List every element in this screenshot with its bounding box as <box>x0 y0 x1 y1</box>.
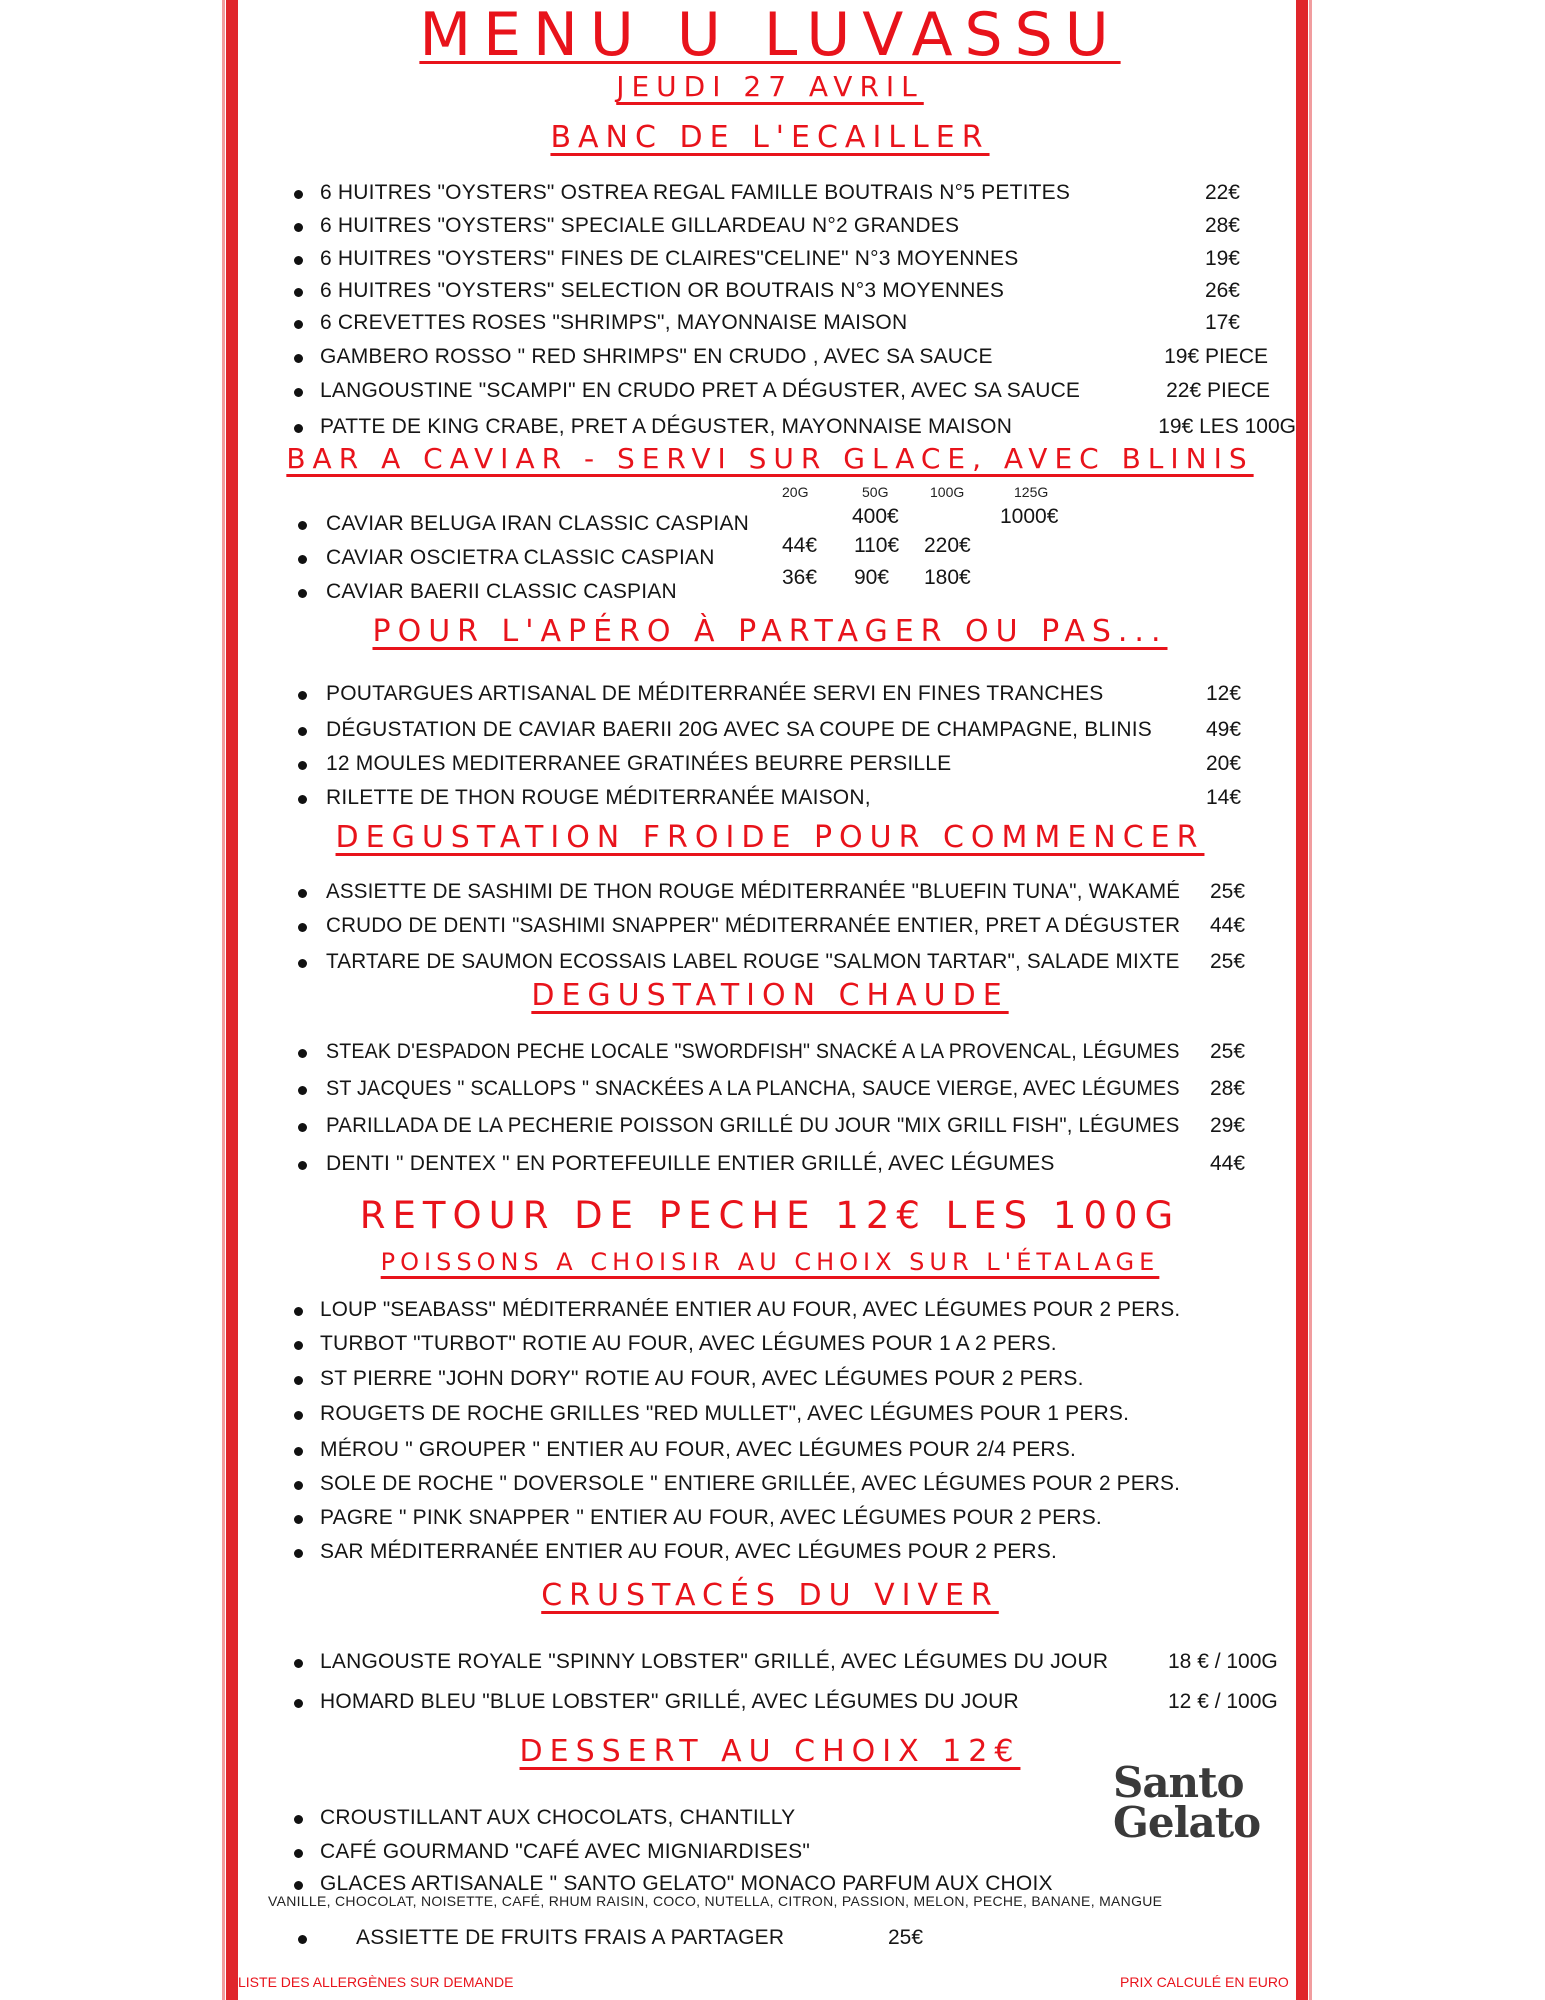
peche-item-name: ST PIERRE "JOHN DORY" ROTIE AU FOUR, AVEC LÉGUMES POUR 2 PERS. <box>320 1367 1084 1390</box>
apero-item-name: 12 MOULES MEDITERRANEE GRATINÉES BEURRE PERSILLE <box>326 752 952 775</box>
ecailler-item-price: 19€ PIECE <box>1164 345 1268 368</box>
bullet <box>298 761 307 770</box>
left-red-border <box>226 0 238 2000</box>
bullet <box>298 923 307 932</box>
caviar-item-name: CAVIAR BAERII CLASSIC CASPIAN <box>326 580 677 603</box>
froide-item-price: 25€ <box>1210 880 1246 903</box>
section-title-dessert: DESSERT AU CHOIX 12€ <box>519 1734 1021 1769</box>
apero-item-name: RILETTE DE THON ROUGE MÉDITERRANÉE MAISON, <box>326 786 871 809</box>
chaude-item-name: DENTI " DENTEX " EN PORTEFEUILLE ENTIER GRILLÉ, AVEC LÉGUMES <box>326 1152 1055 1175</box>
peche-item-name: LOUP "SEABASS" MÉDITERRANÉE ENTIER AU FOUR, AVEC LÉGUMES POUR 2 PERS. <box>320 1298 1181 1321</box>
bullet <box>294 223 303 232</box>
chaude-item-name: STEAK D'ESPADON PECHE LOCALE "SWORDFISH" SNACKÉ A LA PROVENCAL, LÉGUMES <box>326 1040 1180 1063</box>
caviar-beluga-50g: 400€ <box>852 505 899 528</box>
caviar-oscietra-50g: 110€ <box>854 534 900 557</box>
bullet <box>294 388 303 397</box>
ice-cream-flavors: VANILLE, CHOCOLAT, NOISETTE, CAFÉ, RHUM RAISIN, COCO, NUTELLA, CITRON, PASSION, MELON, PECHE, BANANE, MANGUE <box>268 1893 1163 1909</box>
caviar-baerii-50g: 90€ <box>854 566 890 589</box>
caviar-item-name: CAVIAR BELUGA IRAN CLASSIC CASPIAN <box>326 512 750 535</box>
bullet <box>298 1123 307 1132</box>
apero-item-price: 12€ <box>1206 682 1242 705</box>
bullet <box>294 1659 303 1668</box>
ecailler-item-name: GAMBERO ROSSO " RED SHRIMPS" EN CRUDO , AVEC SA SAUCE <box>320 345 993 368</box>
ecailler-item-price: 22€ <box>1204 181 1240 204</box>
crustaces-item-name: HOMARD BLEU "BLUE LOBSTER" GRILLÉ, AVEC LÉGUMES DU JOUR <box>320 1690 1019 1713</box>
dessert-item-name: CAFÉ GOURMAND "CAFÉ AVEC MIGNIARDISES" <box>320 1840 811 1863</box>
caviar-oscietra-20g: 44€ <box>782 534 818 557</box>
caviar-item-name: CAVIAR OSCIETRA CLASSIC CASPIAN <box>326 546 715 569</box>
bullet <box>294 1549 303 1558</box>
peche-item-name: PAGRE " PINK SNAPPER " ENTIER AU FOUR, AVEC LÉGUMES POUR 2 PERS. <box>320 1506 1102 1529</box>
footer-currency: PRIX CALCULÉ EN EURO <box>1120 1974 1289 1990</box>
ecailler-item-price: 22€ PIECE <box>1166 379 1270 402</box>
bullet <box>294 320 303 329</box>
section-title-crustaces: CRUSTACÉS DU VIVER <box>541 1578 999 1613</box>
section-subtitle-peche: POISSONS A CHOISIR AU CHOIX SUR L'ÉTALAGE <box>380 1248 1160 1276</box>
bullet <box>298 795 307 804</box>
ecailler-item-price: 17€ <box>1204 311 1240 334</box>
caviar-size-125g: 125G <box>1014 484 1049 500</box>
bullet <box>294 1411 303 1420</box>
chaude-item-name: PARILLADA DE LA PECHERIE POISSON GRILLÉ DU JOUR "MIX GRILL FISH", LÉGUMES <box>326 1114 1180 1137</box>
bullet <box>298 555 307 564</box>
bullet <box>298 959 307 968</box>
caviar-size-20g: 20G <box>782 484 809 500</box>
ecailler-item-name: 6 HUITRES "OYSTERS" FINES DE CLAIRES"CELINE" N°3 MOYENNES <box>320 247 1019 270</box>
fruits-item-price: 25€ <box>888 1926 924 1949</box>
ecailler-item-price: 26€ <box>1204 279 1240 302</box>
apero-item-name: POUTARGUES ARTISANAL DE MÉDITERRANÉE SERVI EN FINES TRANCHES <box>326 682 1104 705</box>
footer-allergens: LISTE DES ALLERGÈNES SUR DEMANDE <box>238 1974 514 1990</box>
section-title-apero: POUR L'APÉRO À PARTAGER OU PAS... <box>372 614 1168 649</box>
santo-gelato-logo: Santo Gelato <box>1113 1758 1261 1847</box>
section-title-caviar: BAR A CAVIAR - SERVI SUR GLACE, AVEC BLINIS <box>286 442 1254 475</box>
ecailler-item-price: 19€ LES 100G <box>1158 415 1296 438</box>
caviar-baerii-20g: 36€ <box>782 566 818 589</box>
menu-date: JEUDI 27 AVRIL <box>616 70 924 103</box>
bullet <box>294 1481 303 1490</box>
right-red-border <box>1296 0 1308 2000</box>
froide-item-price: 44€ <box>1210 914 1246 937</box>
bullet <box>298 589 307 598</box>
section-title-froide: DEGUSTATION FROIDE POUR COMMENCER <box>335 820 1205 855</box>
crustaces-item-price: 12 € / 100G <box>1168 1690 1278 1713</box>
bullet <box>298 1161 307 1170</box>
bullet <box>294 288 303 297</box>
bullet <box>298 727 307 736</box>
peche-item-name: ROUGETS DE ROCHE GRILLES "RED MULLET", AVEC LÉGUMES POUR 1 PERS. <box>320 1402 1130 1425</box>
crustaces-item-price: 18 € / 100G <box>1168 1650 1278 1673</box>
bullet <box>294 354 303 363</box>
apero-item-price: 14€ <box>1206 786 1242 809</box>
froide-item-name: CRUDO DE DENTI "SASHIMI SNAPPER" MÉDITERRANÉE ENTIER, PRET A DÉGUSTER <box>326 914 1181 937</box>
ecailler-item-price: 19€ <box>1204 247 1240 270</box>
peche-item-name: TURBOT "TURBOT" ROTIE AU FOUR, AVEC LÉGUMES POUR 1 A 2 PERS. <box>320 1332 1057 1355</box>
bullet <box>294 1307 303 1316</box>
ecailler-item-name: 6 HUITRES "OYSTERS" SPECIALE GILLARDEAU N°2 GRANDES <box>320 214 960 237</box>
ecailler-item-name: 6 HUITRES "OYSTERS" OSTREA REGAL FAMILLE BOUTRAIS N°5 PETITES <box>320 181 1071 204</box>
froide-item-price: 25€ <box>1210 950 1246 973</box>
ecailler-item-name: LANGOUSTINE "SCAMPI" EN CRUDO PRET A DÉGUSTER, AVEC SA SAUCE <box>320 379 1081 402</box>
caviar-oscietra-100g: 220€ <box>924 534 971 557</box>
caviar-size-50g: 50G <box>862 484 889 500</box>
bullet <box>294 1376 303 1385</box>
section-title-chaude: DEGUSTATION CHAUDE <box>531 978 1009 1013</box>
bullet <box>294 1341 303 1350</box>
bullet <box>298 691 307 700</box>
bullet <box>294 190 303 199</box>
caviar-baerii-100g: 180€ <box>924 566 971 589</box>
froide-item-name: ASSIETTE DE SASHIMI DE THON ROUGE MÉDITERRANÉE "BLUEFIN TUNA", WAKAMÉ <box>326 880 1181 903</box>
caviar-beluga-125g: 1000€ <box>1000 505 1059 528</box>
bullet <box>298 1935 307 1944</box>
dessert-item-name: GLACES ARTISANALE " SANTO GELATO" MONACO PARFUM AUX CHOIX <box>320 1872 1053 1895</box>
peche-item-name: SAR MÉDITERRANÉE ENTIER AU FOUR, AVEC LÉGUMES POUR 2 PERS. <box>320 1540 1058 1563</box>
froide-item-name: TARTARE DE SAUMON ECOSSAIS LABEL ROUGE "SALMON TARTAR", SALADE MIXTE <box>326 950 1180 973</box>
bullet <box>294 1515 303 1524</box>
fruits-item-name: ASSIETTE DE FRUITS FRAIS A PARTAGER <box>356 1926 785 1949</box>
bullet <box>294 1815 303 1824</box>
apero-item-price: 20€ <box>1206 752 1242 775</box>
bullet <box>294 256 303 265</box>
apero-item-name: DÉGUSTATION DE CAVIAR BAERII 20G AVEC SA COUPE DE CHAMPAGNE, BLINIS <box>326 718 1152 741</box>
bullet <box>294 1699 303 1708</box>
bullet <box>298 1049 307 1058</box>
bullet <box>294 1881 303 1890</box>
ecailler-item-name: 6 CREVETTES ROSES "SHRIMPS", MAYONNAISE MAISON <box>320 311 908 334</box>
chaude-item-price: 29€ <box>1210 1114 1246 1137</box>
apero-item-price: 49€ <box>1206 718 1242 741</box>
bullet <box>298 521 307 530</box>
chaude-item-price: 25€ <box>1210 1040 1246 1063</box>
ecailler-item-price: 28€ <box>1204 214 1240 237</box>
menu-title: MENU U LUVASSU <box>419 0 1121 70</box>
caviar-size-100g: 100G <box>930 484 965 500</box>
chaude-item-price: 44€ <box>1210 1152 1246 1175</box>
section-title-ecailler: BANC DE L'ECAILLER <box>550 120 990 155</box>
dessert-item-name: CROUSTILLANT AUX CHOCOLATS, CHANTILLY <box>320 1806 796 1829</box>
bullet <box>294 424 303 433</box>
chaude-item-price: 28€ <box>1210 1077 1246 1100</box>
bullet <box>294 1849 303 1858</box>
peche-item-name: MÉROU " GROUPER " ENTIER AU FOUR, AVEC LÉGUMES POUR 2/4 PERS. <box>320 1438 1077 1461</box>
bullet <box>298 889 307 898</box>
chaude-item-name: ST JACQUES " SCALLOPS " SNACKÉES A LA PLANCHA, SAUCE VIERGE, AVEC LÉGUMES <box>326 1077 1180 1100</box>
ecailler-item-name: 6 HUITRES "OYSTERS" SELECTION OR BOUTRAIS N°3 MOYENNES <box>320 279 1005 302</box>
bullet <box>294 1447 303 1456</box>
peche-item-name: SOLE DE ROCHE " DOVERSOLE " ENTIERE GRILLÉE, AVEC LÉGUMES POUR 2 PERS. <box>320 1472 1181 1495</box>
bullet <box>298 1086 307 1095</box>
section-title-peche: RETOUR DE PECHE 12€ LES 100G <box>359 1194 1181 1237</box>
crustaces-item-name: LANGOUSTE ROYALE "SPINNY LOBSTER" GRILLÉ, AVEC LÉGUMES DU JOUR <box>320 1650 1109 1673</box>
ecailler-item-name: PATTE DE KING CRABE, PRET A DÉGUSTER, MAYONNAISE MAISON <box>320 415 1013 438</box>
